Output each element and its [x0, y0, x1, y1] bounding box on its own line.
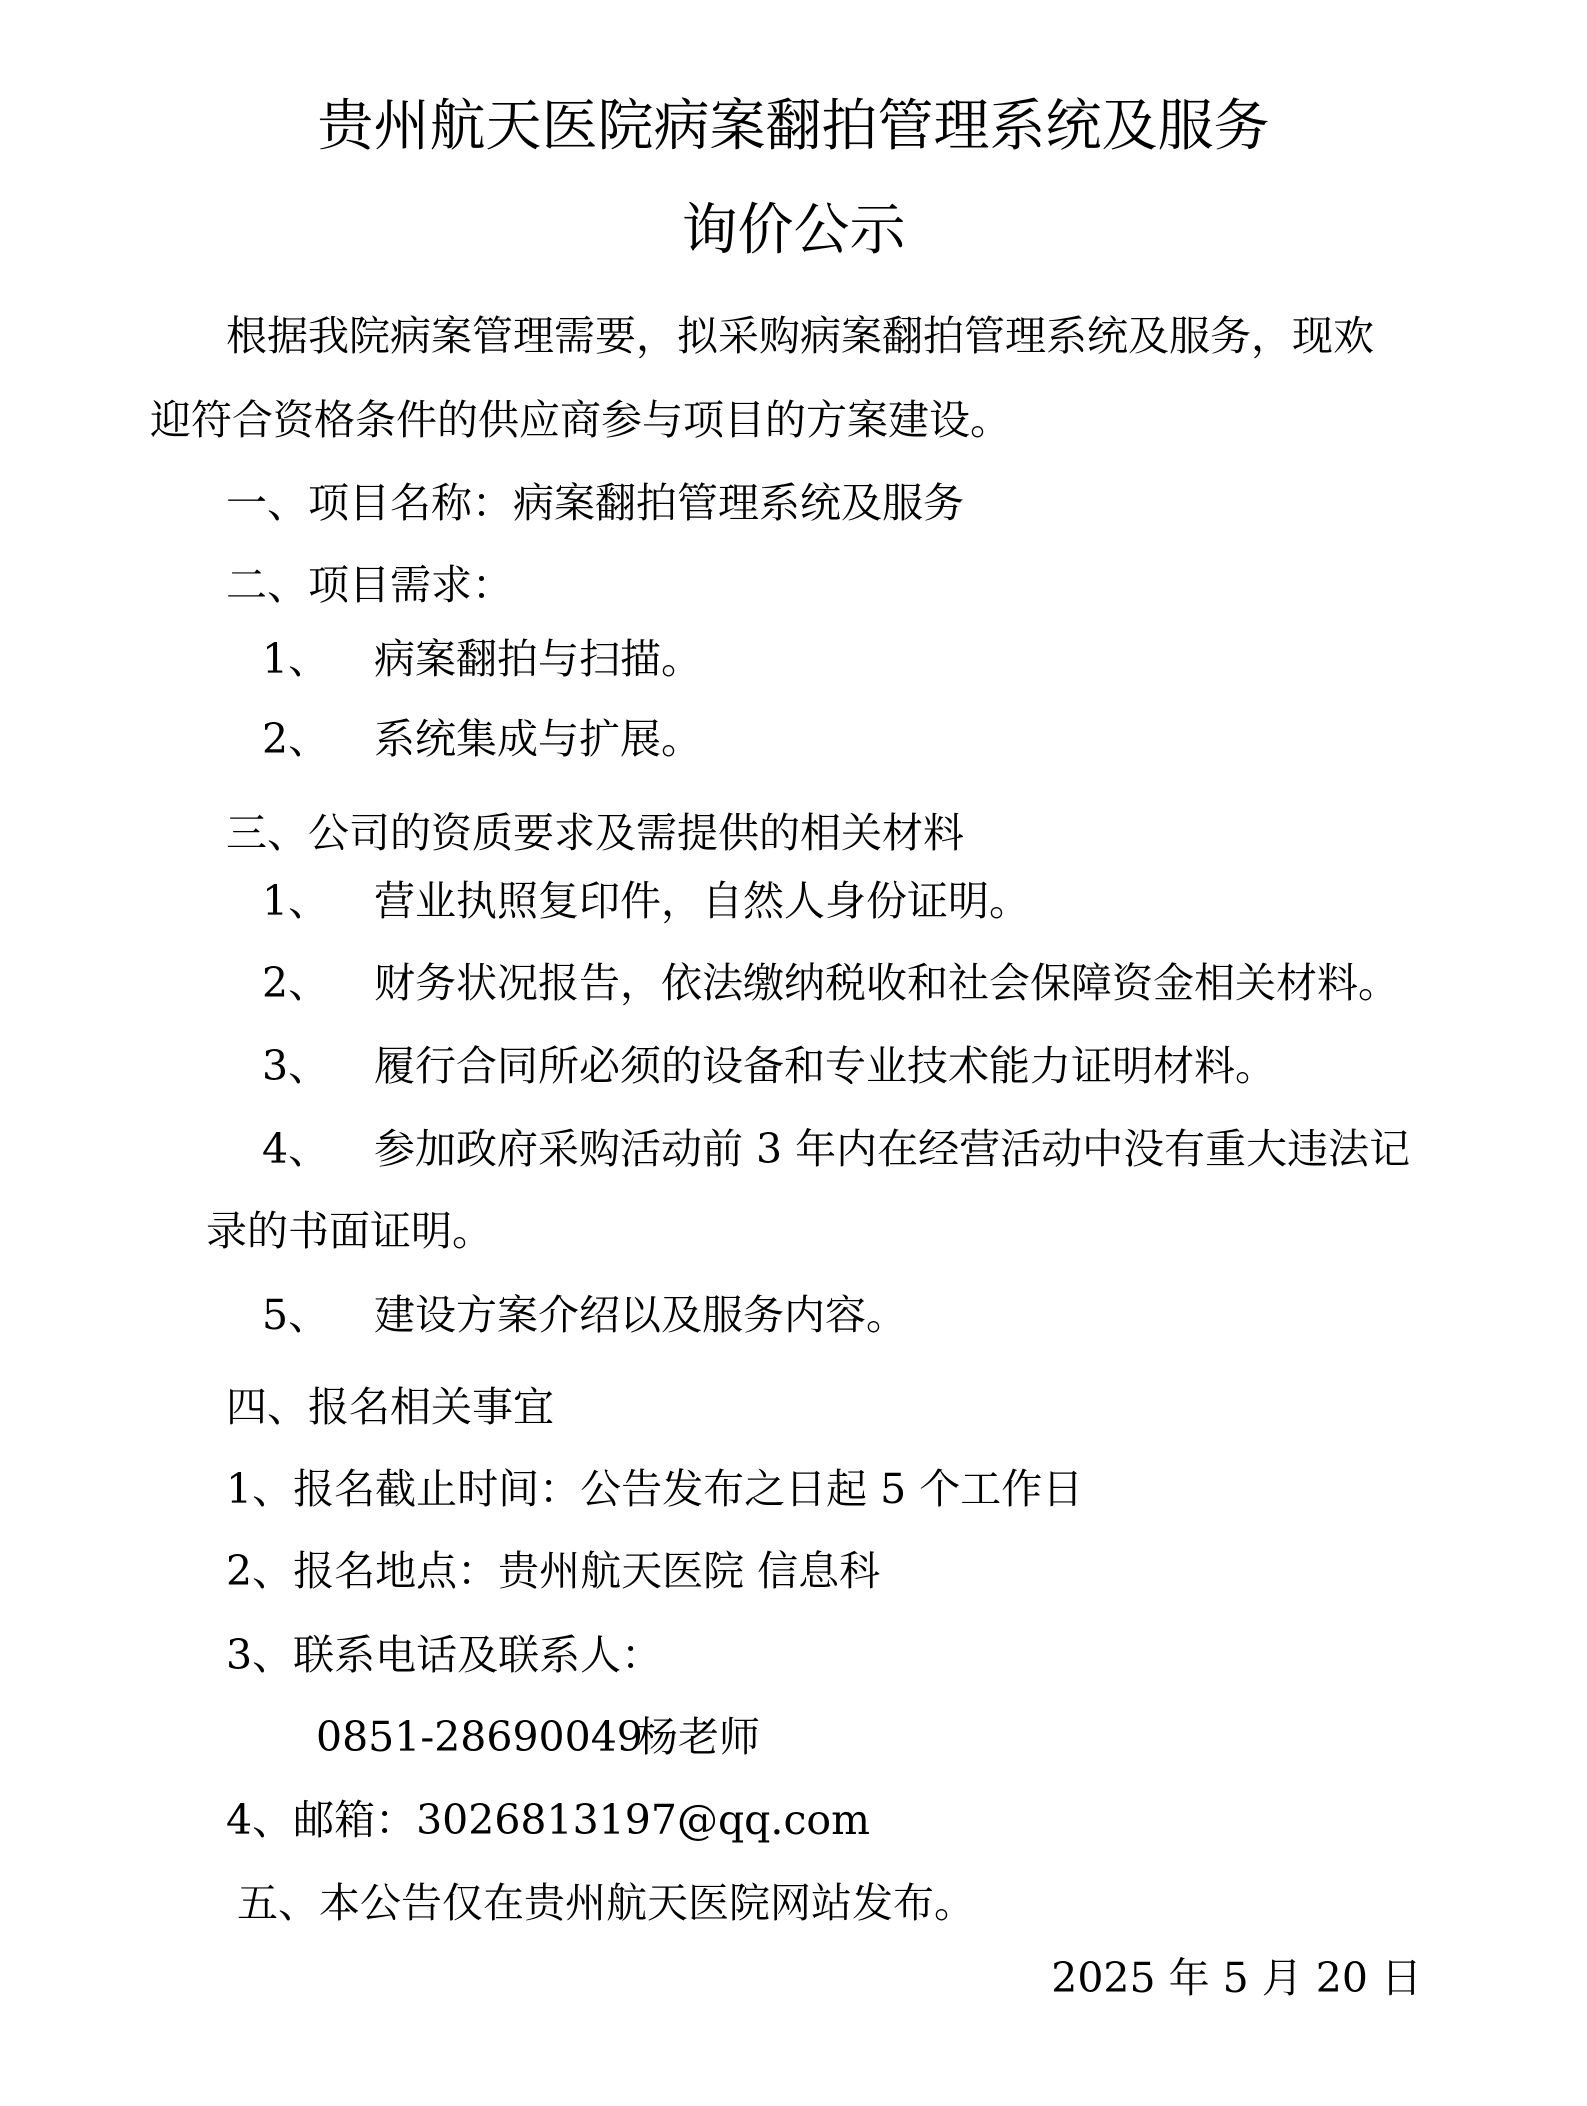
section3-item3-number: 3、 — [262, 1042, 330, 1090]
section3-item2-number: 2、 — [262, 959, 330, 1007]
contact-person: 杨老师 — [637, 1713, 760, 1761]
section2-item1-number: 1、 — [262, 635, 330, 683]
section2-item2-text: 系统集成与扩展。 — [374, 715, 702, 763]
intro-paragraph-line2: 迎符合资格条件的供应商参与项目的方案建设。 — [150, 396, 1011, 444]
section3-item1-number: 1、 — [262, 877, 330, 925]
section3-item1-text: 营业执照复印件，自然人身份证明。 — [374, 877, 1030, 925]
section2-item2-number: 2、 — [262, 715, 330, 763]
contact-email: 4、邮箱：3026813197@qq.com — [226, 1796, 870, 1844]
section1-heading: 一、项目名称：病案翻拍管理系统及服务 — [226, 479, 964, 527]
section3-item5-text: 建设方案介绍以及服务内容。 — [374, 1291, 907, 1339]
section3-item4-text: 参加政府采购活动前 3 年内在经营活动中没有重大违法记 — [374, 1125, 1411, 1173]
section2-heading: 二、项目需求： — [226, 561, 513, 609]
section3-item2-text: 财务状况报告，依法缴纳税收和社会保障资金相关材料。 — [374, 959, 1399, 1007]
contact-label: 3、联系电话及联系人： — [226, 1631, 663, 1679]
document-title-line1: 贵州航天医院病案翻拍管理系统及服务 — [317, 94, 1270, 159]
section3-item5-number: 5、 — [262, 1291, 330, 1339]
section3-item4-continuation: 录的书面证明。 — [206, 1207, 493, 1255]
document-date: 2025 年 5 月 20 日 — [1051, 1954, 1422, 2002]
registration-deadline: 1、报名截止时间：公告发布之日起 5 个工作日 — [226, 1465, 1084, 1513]
section5-heading: 五、本公告仅在贵州航天医院网站发布。 — [237, 1879, 975, 1927]
section3-item3-text: 履行合同所必须的设备和专业技术能力证明材料。 — [374, 1042, 1276, 1090]
section2-item1-text: 病案翻拍与扫描。 — [374, 635, 702, 683]
section3-heading: 三、公司的资质要求及需提供的相关材料 — [226, 809, 964, 857]
document-title-line2: 询价公示 — [681, 198, 906, 263]
contact-phone: 0851-28690049 — [316, 1713, 643, 1761]
registration-location: 2、报名地点：贵州航天医院 信息科 — [226, 1547, 881, 1595]
section4-heading: 四、报名相关事宜 — [226, 1383, 554, 1431]
intro-paragraph-line1: 根据我院病案管理需要，拟采购病案翻拍管理系统及服务，现欢 — [226, 312, 1374, 360]
section3-item4-number: 4、 — [262, 1125, 330, 1173]
